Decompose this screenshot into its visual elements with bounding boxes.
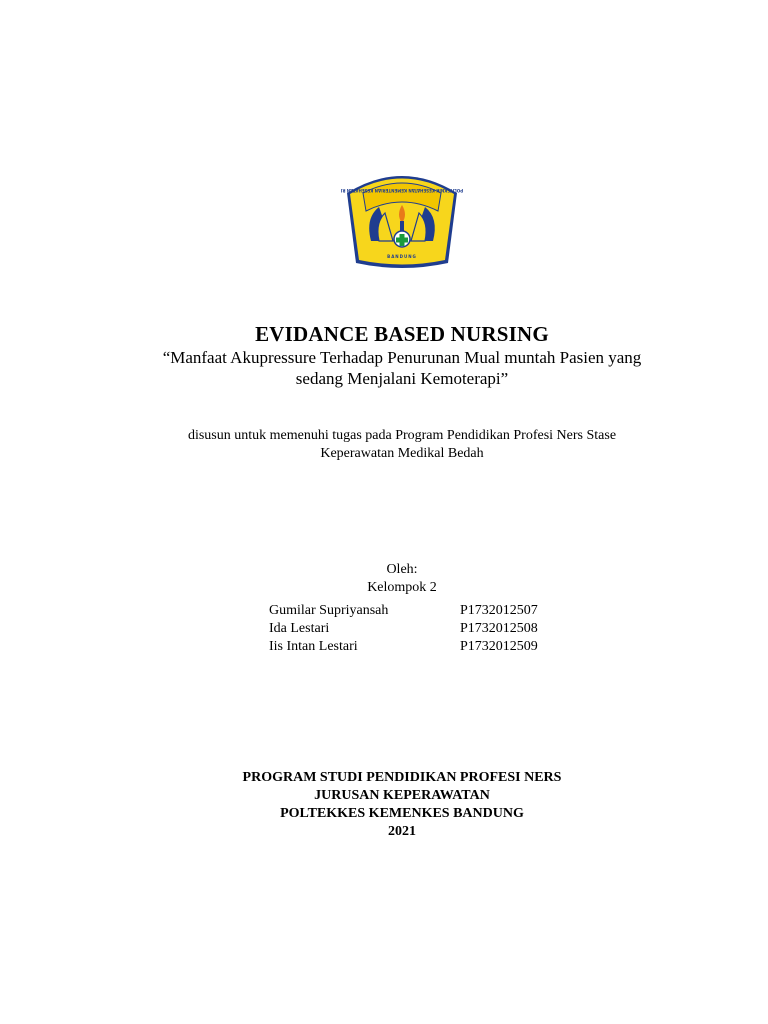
member-name: Iis Intan Lestari <box>269 639 358 654</box>
member-row <box>269 602 580 620</box>
member-nim: P1732012508 <box>460 621 538 636</box>
member-name: Ida Lestari <box>269 621 330 636</box>
member-nim: P1732012509 <box>460 639 538 654</box>
member-row <box>269 620 580 638</box>
subtitle-line-1: “Manfaat Akupressure Terhadap Penurunan Mual muntah Pasien yang <box>162 348 642 367</box>
member-nim: P1732012507 <box>460 603 538 618</box>
document-subtitle <box>0 347 768 389</box>
purpose-line-2: Keperawatan Medikal Bedah <box>320 446 484 461</box>
by-label: Oleh: <box>386 562 418 577</box>
institution-footer <box>0 769 768 841</box>
logo-torch <box>400 221 404 231</box>
logo-arc-text-top: POLITEKNIK KESEHATAN KEMENTERIAN KESEHATAN RI <box>341 188 463 193</box>
poltekkes-bandung-logo <box>341 163 463 269</box>
group-label: Kelompok 2 <box>367 580 437 595</box>
footer-department: JURUSAN KEPERAWATAN <box>314 788 490 803</box>
purpose-line-1: disusun untuk memenuhi tugas pada Program Pendidikan Profesi Ners Stase <box>187 428 617 443</box>
authors-heading <box>0 561 768 597</box>
member-list <box>269 602 580 656</box>
document-purpose <box>0 427 768 463</box>
member-name: Gumilar Supriyansah <box>269 603 389 618</box>
footer-institution: POLTEKKES KEMENKES BANDUNG <box>280 806 524 821</box>
subtitle-line-2: sedang Menjalani Kemoterapi” <box>295 369 509 388</box>
footer-program: PROGRAM STUDI PENDIDIKAN PROFESI NERS <box>242 770 562 785</box>
logo-arc-text-bottom: BANDUNG <box>387 254 417 259</box>
footer-year: 2021 <box>388 824 416 839</box>
document-title: EVIDANCE BASED NURSING <box>255 322 549 346</box>
member-row <box>269 638 580 656</box>
